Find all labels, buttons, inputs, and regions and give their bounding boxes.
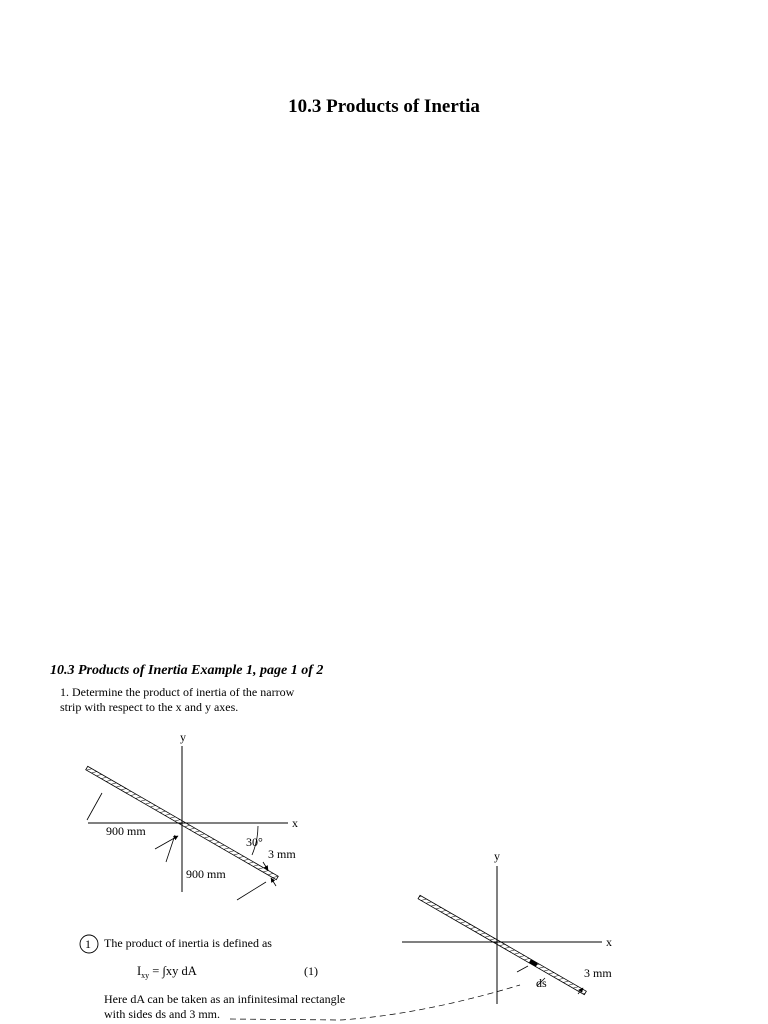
equation-number: (1) [304, 964, 318, 978]
fig1-dim-left: 900 mm [106, 824, 146, 838]
eq-lhs: I [137, 964, 142, 978]
fig2-x-label: x [606, 935, 612, 949]
fig1-angle: 30° [246, 835, 263, 849]
fig1-ext-left [87, 793, 102, 820]
step-1-number: 1 [85, 937, 91, 951]
fig2-ds-label: ds [536, 976, 547, 990]
fig1-y-label: y [180, 730, 186, 744]
step-1-note-line-2: with sides ds and 3 mm. [104, 1007, 220, 1021]
fig1-ext-mid [166, 835, 175, 862]
equation-1 [137, 964, 197, 983]
problem-statement-line-1: 1. Determine the product of inertia of the narrow [60, 685, 295, 699]
fig1-ext-right [237, 882, 266, 900]
fig1-dim-arrow-left [155, 836, 178, 849]
figure-1 [86, 730, 298, 900]
eq-rhs: = ∫xy dA [149, 964, 197, 978]
problem-statement-line-2: strip with respect to the x and y axes. [60, 700, 239, 714]
step-1-note-line-1: Here dA can be taken as an infinitesimal rectangle [104, 992, 346, 1006]
figure-2 [402, 849, 612, 1004]
example-heading: 10.3 Products of Inertia Example 1, page 1 of 2 [50, 663, 324, 678]
fig1-x-label: x [292, 816, 298, 830]
fig1-dim-bottom: 900 mm [186, 867, 226, 881]
step-1-intro: The product of inertia is defined as [104, 936, 272, 950]
fig1-thickness: 3 mm [268, 847, 296, 861]
fig2-y-label: y [494, 849, 500, 863]
page-title: 10.3 Products of Inertia [288, 96, 480, 117]
fig2-strip [418, 895, 586, 994]
eq-subscript: xy [141, 971, 150, 980]
fig2-thickness: 3 mm [584, 966, 612, 980]
